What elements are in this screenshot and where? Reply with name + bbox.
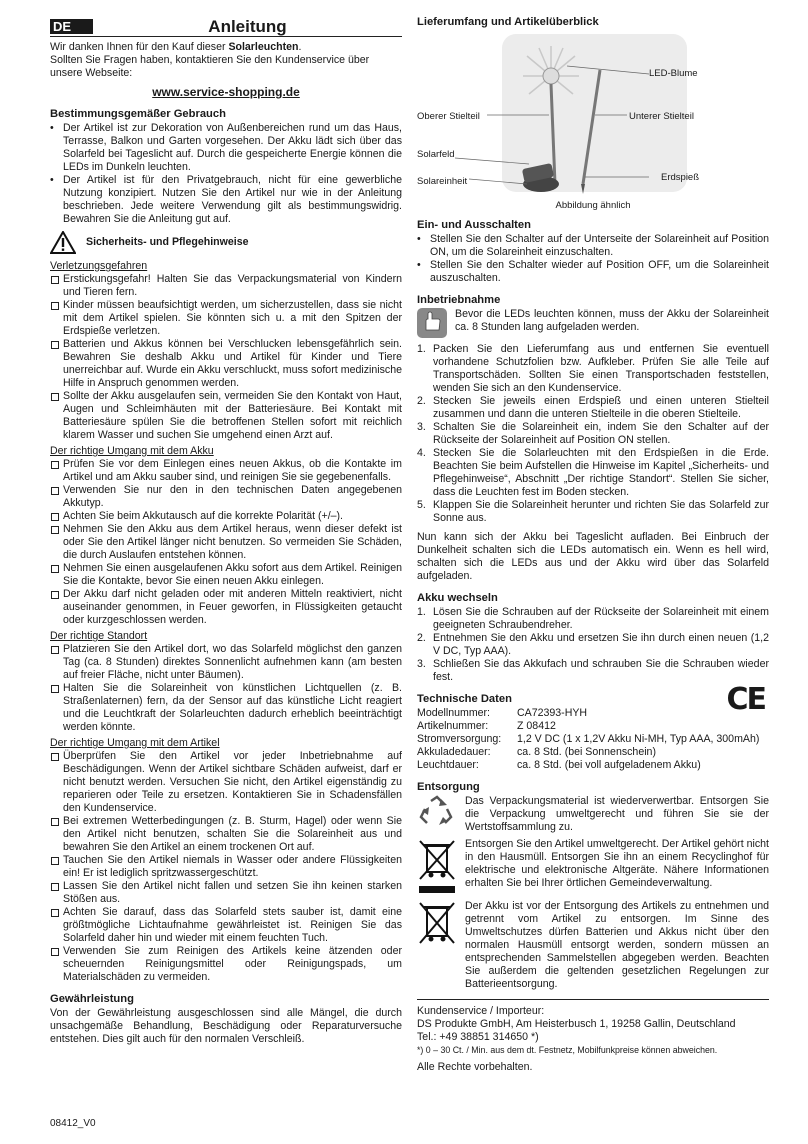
list-item: • Stellen Sie den Schalter auf der Unterseite der Solareinheit auf Position ON, um die Solareinheit einzuschalten.	[417, 233, 769, 259]
label-solar-field: Solarfeld	[417, 149, 455, 160]
packaging-disposal-text: Das Verpackungsmaterial ist wiederverwertbar. Entsorgen Sie die Verpackung umweltgerecht und führen Sie sie der Wertstoffsammlung zu.	[465, 795, 769, 833]
list-item: 3. Schließen Sie das Akkufach und schrauben Sie die Schrauben wieder fest.	[417, 658, 769, 683]
hand-info-icon	[417, 308, 447, 338]
label-lower-stem: Unterer Stielteil	[629, 111, 694, 122]
label-led-flower: LED-Blume	[649, 68, 698, 79]
battery-disposal-row	[417, 900, 769, 991]
recycling-icon	[417, 795, 457, 829]
startup-heading: Inbetriebnahme	[417, 294, 501, 306]
warning-icon	[50, 231, 76, 254]
contact-address: DS Produkte GmbH, Am Heisterbusch 1, 19258 Gallin, Deutschland	[417, 1018, 736, 1030]
page-title: Anleitung	[208, 16, 287, 36]
list-item: 3. Schalten Sie die Solareinheit ein, indem Sie den Schalter auf der Rückseite der Solareinheit auf Position ON stellen.	[417, 421, 769, 446]
list-item: Verwenden Sie nur den in den technischen Daten angegebenen Akkutyp.	[50, 484, 402, 510]
safety-heading-row	[50, 231, 402, 254]
list-item: Halten Sie die Solareinheit von künstlichen Lichtquellen (z. B. Straßenlaternen) fern, da der Sensor auf das künstliche Licht reagiert und die Leuchtkraft der Solarleuchten dadurch erheblich beeinträchtigt werden könnte.	[50, 682, 402, 734]
list-item: 2. Stecken Sie jeweils einen Erdspieß und einen unteren Stielteil zusammen und dann die unteren Stielteile in die oberen Stielteile.	[417, 395, 769, 420]
startup-steps	[417, 343, 769, 525]
handling-title: Der richtige Umgang mit dem Artikel	[50, 737, 220, 749]
crossed-bin-icon	[417, 838, 457, 896]
tech-table	[417, 707, 759, 772]
startup-note: Bevor die LEDs leuchten können, muss der Akku der Solareinheit ca. 8 Stunden lang aufgeladen werden.	[455, 308, 769, 333]
page-header	[50, 16, 402, 37]
list-item: Der Akku darf nicht geladen oder mit anderen Mitteln reaktiviert, nicht auseinander genommen, in Feuer geworfen, in Flüssigkeiten getaucht oder kurzgeschlossen werden.	[50, 588, 402, 627]
disposal-heading: Entsorgung	[417, 781, 480, 793]
list-item: • Der Artikel ist für den Privatgebrauch, nicht für eine gewerbliche Nutzung konzipiert. Nutzen Sie den Artikel nur wie in der Anleitung beschrieben. Jede weitere Verwendung gilt als bestimmungswidrig. Bewahren Sie die Anleitung gut auf.	[50, 174, 402, 226]
list-item: Batterien und Akkus können bei Verschlucken lebensgefährlich sein. Bewahren Sie deshalb Akku und Artikel für Kinder und Tiere unerreichbar auf. Wurde ein Akku verschluckt, muss sofort medizinische Hilfe in Anspruch genommen werden.	[50, 338, 402, 390]
list-item: 1. Lösen Sie die Schrauben auf der Rückseite der Solareinheit mit einem geeigneten Schraubendreher.	[417, 606, 769, 631]
location-title: Der richtige Standort	[50, 630, 148, 642]
contact-section	[417, 999, 769, 1074]
battery-change-steps	[417, 606, 769, 684]
label-solar-unit: Solareinheit	[417, 176, 468, 187]
warranty-text: Von der Gewährleistung ausgeschlossen sind alle Mängel, die durch unsachgemäße Behandlung, Beschädigung oder Reparaturversuche entstehen. Dies gilt auch für den normalen Verschleiß.	[50, 1007, 402, 1045]
figure-caption: Abbildung ähnlich	[555, 200, 631, 211]
list-item: Erstickungsgefahr! Halten Sie das Verpackungsmaterial von Kindern und Tieren fern.	[50, 273, 402, 299]
list-item: Bei extremen Wetterbedingungen (z. B. Sturm, Hagel) oder wenn Sie den Artikel nicht benutzen, schalten Sie die Solareinheit aus und bewahren Sie den Artikel an einem trockenen Ort auf.	[50, 815, 402, 854]
list-item: 1. Packen Sie den Lieferumfang aus und entfernen Sie eventuell vorhandene Schutzfolien bzw. Aufkleber. Prüfen Sie alle Teile auf Transportschäden. Sollten Sie einen Transportschaden feststellen, wenden Sie sich an den Kundenservice.	[417, 343, 769, 394]
list-item: • Stellen Sie den Schalter wieder auf Position OFF, um die Solareinheit auszuschalten.	[417, 259, 769, 285]
article-disposal-row	[417, 838, 769, 896]
service-website-link[interactable]: www.service-shopping.de	[152, 85, 300, 99]
safety-heading: Sicherheits- und Pflegehinweise	[86, 236, 249, 248]
table-row: Artikelnummer: Z 08412	[417, 720, 556, 732]
list-item: Sollte der Akku ausgelaufen sein, vermeiden Sie den Kontakt von Haut, Augen und Schleimhäuten mit der Batteriesäure. Bei Kontakt mit Batteriesäure spülen Sie die betroffenen Stellen sofort mit reichlich klarem Wasser und suchen Sie umgehend einen Arzt auf.	[50, 390, 402, 442]
language-badge: DE	[50, 19, 93, 34]
list-item: Nehmen Sie einen ausgelaufenen Akku sofort aus dem Artikel. Reinigen Sie die Kontakte, bevor Sie einen neuen Akku einlegen.	[50, 562, 402, 588]
tech-section	[417, 682, 769, 772]
left-column	[50, 16, 402, 1046]
startup-after-text: Nun kann sich der Akku bei Tageslicht aufladen. Bei Einbruch der Dunkelheit schalten sich die LEDs automatisch ein. Wenn es hell wird, schalten sich die LEDs aus und der Akku wird über das Solarfeld aufgeladen.	[417, 531, 769, 582]
list-item: Tauchen Sie den Artikel niemals in Wasser oder andere Flüssigkeiten ein! Er ist lediglich spritzwassergeschützt.	[50, 854, 402, 880]
battery-list	[50, 458, 402, 627]
table-row: Leuchtdauer: ca. 8 Std. (bei voll aufgeladenem Akku)	[417, 759, 701, 771]
battery-title: Der richtige Umgang mit dem Akku	[50, 445, 214, 457]
list-item: Achten Sie beim Akkutausch auf die korrekte Polarität (+/–).	[50, 510, 402, 523]
packaging-disposal-row	[417, 795, 769, 834]
location-list	[50, 643, 402, 734]
switch-list	[417, 233, 769, 285]
table-row: Stromversorgung: 1,2 V DC (1 x 1,2V Akku Ni-MH, Typ AAA, 300mAh)	[417, 733, 760, 745]
list-item: Lassen Sie den Artikel nicht fallen und setzen Sie ihn keinen starken Stößen aus.	[50, 880, 402, 906]
article-disposal-text: Entsorgen Sie den Artikel umweltgerecht. Der Artikel gehört nicht in den Hausmüll. Entsorgen Sie ihn an einem Recyclinghof für elektrische und elektronische Altgeräte. Nähere Informationen erhalten Sie bei Ihrer örtlichen Gemeindeverwaltung.	[465, 838, 769, 889]
ce-mark: CE	[726, 682, 765, 717]
usage-heading: Bestimmungsgemäßer Gebrauch	[50, 108, 226, 120]
list-item: Verwenden Sie zum Reinigen des Artikels keine ätzenden oder scheuernden Reinigungsmittel oder Reinigungspads, um Materialschäden zu vermeiden.	[50, 945, 402, 984]
list-item: Prüfen Sie vor dem Einlegen eines neuen Akkus, ob die Kontakte im Artikel und am Akku sauber sind, und reinigen Sie sie gegebenenfalls.	[50, 458, 402, 484]
contact-label: Kundenservice / Importeur:	[417, 1005, 545, 1017]
contact-note: *) 0 – 30 Ct. / Min. aus dem dt. Festnetz, Mobilfunkpreise können abweichen.	[417, 1045, 718, 1055]
list-item: Achten Sie darauf, dass das Solarfeld stets sauber ist, damit eine größtmögliche Lichtaufnahme gewährleistet ist. Reinigen Sie das Solarfeld daher hin und wieder mit einem feuchten Tuch.	[50, 906, 402, 945]
table-row: Akkuladedauer: ca. 8 Std. (bei Sonnenschein)	[417, 746, 656, 758]
label-ground-spike: Erdspieß	[661, 172, 700, 183]
battery-change-heading: Akku wechseln	[417, 592, 498, 604]
startup-note-row	[417, 308, 769, 338]
product-figure	[417, 34, 769, 210]
right-column	[417, 16, 769, 1074]
contact-phone: Tel.: +49 38851 314650 *)	[417, 1031, 539, 1043]
battery-disposal-text: Der Akku ist vor der Entsorgung des Artikels zu entnehmen und getrennt vom Artikel zu entsorgen. Im Sinne des Umweltschutzes dürfen Batterien und Akkus nicht über den normalen Hausmüll entsorgt werden, sondern müssen an entsprechenden Sammelstellen abgegeben werden. Beachten Sie außerdem die geltenden gesetzlichen Regelungen zur Batterieentsorgung.	[465, 900, 769, 990]
tech-heading: Technische Daten	[417, 693, 512, 705]
rights-text: Alle Rechte vorbehalten.	[417, 1061, 533, 1073]
list-item: Kinder müssen beaufsichtigt werden, um sicherzustellen, dass sie nicht mit dem Artikel spielen. Sie könnten sich u. a mit den Spitzen der Erdspieße verletzen.	[50, 299, 402, 338]
label-upper-stem: Oberer Stielteil	[417, 111, 480, 122]
handling-list	[50, 750, 402, 984]
warranty-heading: Gewährleistung	[50, 993, 134, 1005]
thanks-text: Wir danken Ihnen für den Kauf dieser Solarleuchten.	[50, 41, 302, 53]
questions-text: Sollten Sie Fragen haben, kontaktieren Sie den Kundenservice über unsere Webseite:	[50, 54, 370, 79]
document-code: 08412_V0	[50, 1118, 96, 1129]
list-item: • Der Artikel ist zur Dekoration von Außenbereichen rund um das Haus, Terrasse, Balkon und Garten vorgesehen. Der Akku lädt sich über das Solarfeld bei Tageslicht auf. Durch die gespeicherte Energie können die LEDs im Dunkeln leuchten.	[50, 122, 402, 174]
list-item: Überprüfen Sie den Artikel vor jeder Inbetriebnahme auf Beschädigungen. Wenn der Artikel sichtbare Schäden aufweist, darf er nicht benutzt werden. Versuchen Sie nicht, den Artikel eigenständig zu reparieren oder Teile zu ersetzen. Kontaktieren Sie in Schadensfällen den Kundenservice.	[50, 750, 402, 815]
overview-heading: Lieferumfang und Artikelüberblick	[417, 16, 599, 28]
injury-list	[50, 273, 402, 442]
usage-list	[50, 122, 402, 226]
injury-title: Verletzungsgefahren	[50, 260, 148, 272]
list-item: 5. Klappen Sie die Solareinheit herunter und richten Sie das Solarfeld zur Sonne aus.	[417, 499, 769, 524]
list-item: 2. Entnehmen Sie den Akku und ersetzen Sie ihn durch einen neuen (1,2 V DC, Typ AAA).	[417, 632, 769, 657]
list-item: Nehmen Sie den Akku aus dem Artikel heraus, wenn dieser defekt ist oder Sie den Artikel länger nicht benutzen. So vermeiden Sie Schäden, die durch Auslaufen entstehen können.	[50, 523, 402, 562]
list-item: 4. Stecken Sie die Solarleuchten mit den Erdspießen in die Erde. Beachten Sie beim Aufstellen die Hinweise im Kapitel „Sicherheits- und Pflegehinweise“, Abschnitt „Der richtige Standort“. Stellen Sie sicher, dass die Leuchten fest im Boden stecken.	[417, 447, 769, 498]
table-row: Modellnummer: CA72393-HYH	[417, 707, 588, 719]
battery-bin-icon	[417, 900, 457, 946]
list-item: Platzieren Sie den Artikel dort, wo das Solarfeld möglichst den ganzen Tag (ca. 8 Stunden) direktes Sonnenlicht aufnehmen kann (am besten auf freier Fläche, nicht unter Bäumen).	[50, 643, 402, 682]
switch-heading: Ein- und Ausschalten	[417, 219, 531, 231]
